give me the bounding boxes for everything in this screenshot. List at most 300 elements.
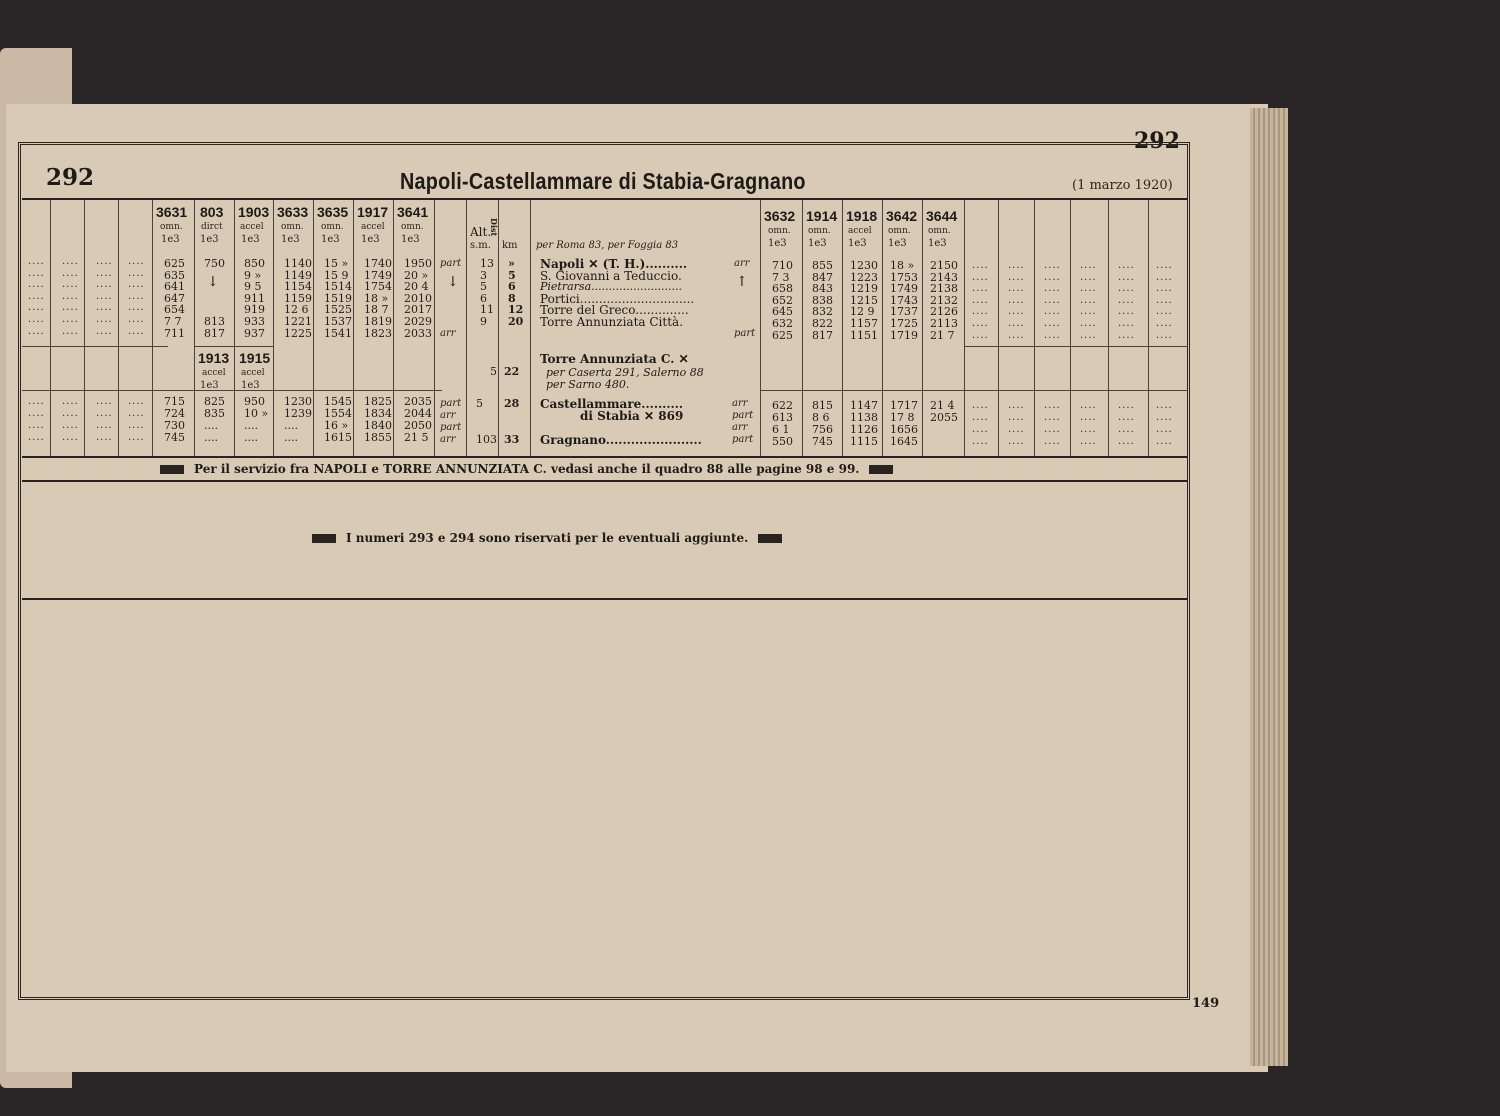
junction-connection: per Sarno 480. xyxy=(546,378,630,391)
train-class: 1e3 xyxy=(200,380,219,391)
train-number: 3632 xyxy=(764,208,796,224)
departure-time: 15 9 xyxy=(324,268,349,282)
departure-time: 17 8 xyxy=(890,411,915,424)
train-class: 1e3 xyxy=(200,234,219,245)
notice-rule xyxy=(22,480,1188,482)
empty-cell: .... xyxy=(128,408,145,419)
departure-time: 937 xyxy=(244,326,265,340)
train-number: 1918 xyxy=(846,208,878,224)
empty-cell: .... xyxy=(1080,329,1097,341)
table-top-rule xyxy=(22,198,1188,200)
departure-time: 750 xyxy=(204,257,225,270)
column-rule xyxy=(84,200,85,456)
direction-mark: part xyxy=(734,327,756,339)
departure-time: 613 xyxy=(772,411,793,424)
station-name: Pietrarsa.......................... xyxy=(540,280,683,294)
departure-time: 7 3 xyxy=(772,270,790,284)
empty-cell: .... xyxy=(62,420,79,431)
column-rule xyxy=(842,200,843,456)
departure-time: 1126 xyxy=(850,423,878,436)
train-number: 3644 xyxy=(926,208,958,224)
empty-cell: .... xyxy=(1008,412,1025,423)
departure-time: 1221 xyxy=(284,315,312,328)
departure-time: 1823 xyxy=(364,326,392,340)
train-class: 1e3 xyxy=(241,234,260,245)
departure-time: 1950 xyxy=(404,257,432,270)
train-number: 1914 xyxy=(806,208,838,224)
service-notice-text: Per il servizio fra NAPOLI e TORRE ANNUNZIATA C. vedasi anche il quadro 88 alle pagine 98 e 99. xyxy=(194,462,860,476)
departure-time: 2150 xyxy=(930,259,958,272)
train-category: omn. xyxy=(281,222,304,232)
left-block-rule xyxy=(22,390,442,391)
empty-cell: .... xyxy=(1044,260,1061,271)
empty-cell: .... xyxy=(1118,424,1135,435)
departure-time: 18 » xyxy=(364,291,389,305)
column-rule xyxy=(882,200,883,456)
departure-time: 10 » xyxy=(244,407,269,420)
empty-cell: .... xyxy=(1156,424,1173,435)
train-category: omn. xyxy=(928,226,951,236)
departure-time: 1545 xyxy=(324,395,352,408)
station-distance: 20 xyxy=(508,315,524,328)
column-rule xyxy=(1034,200,1035,456)
pointing-hand-icon xyxy=(869,465,893,474)
page-edges xyxy=(1250,108,1288,1066)
departure-time: 9 » xyxy=(244,268,262,282)
station-altitude: 13 xyxy=(480,257,494,270)
departure-time: 2033 xyxy=(404,326,432,340)
empty-cell: .... xyxy=(1080,294,1097,306)
departure-time: 1157 xyxy=(850,317,878,330)
departure-time: 2138 xyxy=(930,282,958,296)
station-name: Castellammare.......... xyxy=(540,397,684,411)
empty-cell: .... xyxy=(128,256,145,267)
station-name: Napoli ✕ (T. H.).......... xyxy=(540,257,688,271)
departure-time: 1239 xyxy=(284,407,312,420)
departure-time: 950 xyxy=(244,395,265,408)
departure-time: 817 xyxy=(204,326,225,340)
departure-time: 20 4 xyxy=(404,280,429,294)
empty-cell: .... xyxy=(96,256,113,267)
empty-cell: .... xyxy=(1080,283,1097,295)
empty-cell: .... xyxy=(1080,271,1097,283)
empty-cell: .... xyxy=(62,396,79,407)
right-block-rule xyxy=(760,390,1188,391)
distance-unit: km xyxy=(502,240,518,251)
pointing-hand-icon xyxy=(160,465,184,474)
service-notice xyxy=(160,462,903,476)
departure-time: 16 » xyxy=(324,419,349,432)
empty-cell: .... xyxy=(1044,400,1061,411)
departure-time: 641 xyxy=(164,280,185,294)
departure-time: 1743 xyxy=(890,293,918,307)
departure-time: .... xyxy=(284,431,298,444)
train-class: 1e3 xyxy=(768,238,787,249)
departure-time: 1223 xyxy=(850,270,878,284)
departure-time: 756 xyxy=(812,423,833,436)
column-rule xyxy=(194,200,195,456)
junction-connection: per Caserta 291, Salerno 88 xyxy=(546,366,704,379)
empty-cell: .... xyxy=(1008,306,1025,318)
empty-cell: .... xyxy=(1156,329,1173,341)
column-rule xyxy=(964,200,965,456)
empty-cell: .... xyxy=(62,279,79,291)
departure-time: .... xyxy=(244,431,258,444)
empty-cell: .... xyxy=(972,329,989,341)
departure-time: 21 4 xyxy=(930,399,955,412)
departure-time: 1855 xyxy=(364,431,392,444)
empty-cell: .... xyxy=(1044,436,1061,447)
departure-time: 1749 xyxy=(890,282,918,296)
page-number-right: 292 xyxy=(1134,128,1180,154)
departure-time: 1537 xyxy=(324,315,352,328)
departure-time: 825 xyxy=(204,395,225,408)
empty-cell: .... xyxy=(128,396,145,407)
empty-cell: .... xyxy=(1008,294,1025,306)
empty-cell: .... xyxy=(972,412,989,423)
empty-cell: .... xyxy=(96,408,113,419)
train-class: 1e3 xyxy=(401,234,420,245)
empty-cell: .... xyxy=(1156,283,1173,295)
column-rule xyxy=(998,200,999,456)
station-altitude: 5 xyxy=(476,397,483,410)
empty-cell: .... xyxy=(96,432,113,443)
departure-time: 1147 xyxy=(850,399,878,412)
column-rule xyxy=(498,200,499,456)
departure-time: 21 5 xyxy=(404,431,429,444)
empty-cell: .... xyxy=(1080,306,1097,318)
empty-cell: .... xyxy=(128,267,145,279)
departure-time: 817 xyxy=(812,328,833,342)
column-rule xyxy=(1070,200,1071,456)
timetable-title: Napoli-Castellammare di Stabia-Gragnano xyxy=(400,168,806,194)
departure-time: 632 xyxy=(772,317,793,330)
direction-mark: part xyxy=(440,422,462,433)
column-rule xyxy=(530,200,531,456)
departure-time: 2132 xyxy=(930,293,958,307)
departure-time: 855 xyxy=(812,259,833,272)
departure-time: 813 xyxy=(204,315,225,328)
empty-cell: .... xyxy=(62,290,79,302)
book-page-number: 149 xyxy=(1192,996,1220,1011)
departure-time: 832 xyxy=(812,305,833,319)
column-rule xyxy=(1148,200,1149,456)
departure-time: 21 7 xyxy=(930,328,955,342)
train-number: 3635 xyxy=(317,204,349,220)
departure-time: 635 xyxy=(164,268,185,282)
reserved-notice xyxy=(312,531,792,545)
empty-cell: .... xyxy=(1044,306,1061,318)
train-category: accel xyxy=(240,222,264,232)
empty-cell: .... xyxy=(28,267,45,279)
train-class: 1e3 xyxy=(161,234,180,245)
station-name: S. Giovanni a Teduccio. xyxy=(540,268,682,283)
departure-time: 1525 xyxy=(324,303,352,317)
empty-cell: .... xyxy=(62,267,79,279)
column-rule xyxy=(393,200,394,456)
train-category: omn. xyxy=(888,226,911,236)
station-altitude: 11 xyxy=(480,303,494,317)
departure-time: 2113 xyxy=(930,317,958,330)
departure-time: 1825 xyxy=(364,395,392,408)
junction-distance: 22 xyxy=(504,365,520,378)
train-class: 1e3 xyxy=(848,238,867,249)
column-rule xyxy=(802,200,803,456)
junction-station: Torre Annunziata C. ✕ xyxy=(540,352,689,366)
train-number: 3641 xyxy=(397,204,429,220)
empty-cell: .... xyxy=(128,302,145,314)
departure-time: 658 xyxy=(772,282,793,296)
empty-cell: .... xyxy=(128,420,145,431)
departure-time: 647 xyxy=(164,291,185,305)
departure-time: 12 6 xyxy=(284,303,309,317)
departure-time: 12 9 xyxy=(850,305,875,319)
empty-cell: .... xyxy=(28,325,45,337)
empty-cell: .... xyxy=(972,306,989,318)
empty-cell: .... xyxy=(1080,436,1097,447)
empty-cell: .... xyxy=(1008,260,1025,271)
departure-time: 1819 xyxy=(364,315,392,328)
empty-cell: .... xyxy=(972,436,989,447)
left-empty-block-rule xyxy=(22,346,168,347)
altitude-unit: s.m. xyxy=(470,240,491,251)
departure-time: .... xyxy=(284,419,298,432)
empty-cell: .... xyxy=(96,290,113,302)
empty-cell: .... xyxy=(28,279,45,291)
train-number: 1903 xyxy=(238,204,270,220)
empty-cell: .... xyxy=(1118,412,1135,423)
departure-time: 1149 xyxy=(284,268,312,282)
direction-mark: arr xyxy=(440,434,456,445)
departure-time: 2035 xyxy=(404,395,432,408)
departure-time: 2050 xyxy=(404,419,432,432)
empty-cell: .... xyxy=(972,283,989,295)
departure-time: 835 xyxy=(204,407,225,420)
departure-time: 20 » xyxy=(404,268,429,282)
empty-cell: .... xyxy=(1118,436,1135,447)
empty-cell: .... xyxy=(28,432,45,443)
departure-time: 7 7 xyxy=(164,315,182,328)
departure-time: 18 7 xyxy=(364,303,389,317)
empty-cell: .... xyxy=(1008,271,1025,283)
departure-time: 1725 xyxy=(890,317,918,330)
empty-cell: .... xyxy=(28,396,45,407)
departure-time: 2029 xyxy=(404,315,432,328)
pointing-hand-icon xyxy=(312,534,336,543)
column-rule xyxy=(466,200,467,456)
departure-time: 622 xyxy=(772,399,793,412)
empty-cell: .... xyxy=(96,420,113,431)
column-rule xyxy=(434,200,435,456)
empty-cell: .... xyxy=(1118,318,1135,329)
date-note: (1 marzo 1920) xyxy=(1072,178,1173,193)
direction-mark: arr xyxy=(440,327,456,339)
station-distance: 28 xyxy=(504,397,520,410)
empty-cell: .... xyxy=(1118,400,1135,411)
departure-time: 1514 xyxy=(324,280,352,294)
empty-cell: .... xyxy=(62,432,79,443)
empty-cell: .... xyxy=(1080,260,1097,271)
train-number: 3642 xyxy=(886,208,918,224)
direction-mark: part xyxy=(440,398,462,409)
empty-cell: .... xyxy=(62,314,79,325)
station-altitude: 103 xyxy=(476,433,497,446)
departure-time: 919 xyxy=(244,303,265,317)
train-class: 1e3 xyxy=(281,234,300,245)
empty-cell: .... xyxy=(1008,424,1025,435)
train-category: omn. xyxy=(808,226,831,236)
empty-cell: .... xyxy=(1044,424,1061,435)
station-distance: 8 xyxy=(508,291,516,305)
departure-time: 911 xyxy=(244,291,265,305)
station-name: Torre Annunziata Città. xyxy=(540,315,684,329)
empty-cell: .... xyxy=(1156,260,1173,271)
departure-time: 1753 xyxy=(890,270,918,284)
train-category: omn. xyxy=(321,222,344,232)
departure-time: 2126 xyxy=(930,305,958,319)
departure-time: 8 6 xyxy=(812,411,830,424)
departure-time: 1541 xyxy=(324,326,352,340)
train-number: 1913 xyxy=(198,350,230,366)
train-category: accel xyxy=(361,222,385,232)
empty-cell: .... xyxy=(1044,294,1061,306)
column-rule xyxy=(1108,200,1109,456)
table-bottom-rule xyxy=(22,456,1188,458)
departure-time: 652 xyxy=(772,293,793,307)
departure-time: 654 xyxy=(164,303,185,317)
column-rule xyxy=(353,200,354,456)
departure-time: 1230 xyxy=(850,259,878,272)
station-name: Portici.............................. xyxy=(540,291,695,306)
departure-time: 1615 xyxy=(324,431,352,444)
station-name: di Stabia ✕ 869 xyxy=(580,409,684,423)
departure-time: 1717 xyxy=(890,399,918,412)
train-category: omn. xyxy=(401,222,424,232)
station-altitude: 9 xyxy=(480,315,487,328)
empty-cell: .... xyxy=(28,420,45,431)
station-altitude: 3 xyxy=(480,268,487,282)
empty-cell: .... xyxy=(972,400,989,411)
departure-time: 1159 xyxy=(284,291,312,305)
empty-cell: .... xyxy=(1044,271,1061,283)
departure-time: 9 5 xyxy=(244,280,262,294)
departure-time: 843 xyxy=(812,282,833,296)
empty-cell: .... xyxy=(96,396,113,407)
departure-time: 730 xyxy=(164,419,185,432)
empty-cell: .... xyxy=(1118,329,1135,341)
station-name: Torre del Greco.............. xyxy=(540,303,689,318)
departure-time: 1737 xyxy=(890,305,918,319)
departure-time: 1215 xyxy=(850,293,878,307)
empty-cell: .... xyxy=(62,302,79,314)
empty-cell: .... xyxy=(1156,318,1173,329)
empty-cell: .... xyxy=(28,290,45,302)
page-number-left: 292 xyxy=(46,164,95,191)
train-category: omn. xyxy=(768,226,791,236)
empty-cell: .... xyxy=(62,256,79,267)
empty-cell: .... xyxy=(972,260,989,271)
departure-time: 2055 xyxy=(930,411,958,424)
train-number: 1917 xyxy=(357,204,389,220)
departure-time: 1754 xyxy=(364,280,392,294)
empty-cell: .... xyxy=(1080,412,1097,423)
departure-time: .... xyxy=(244,419,258,432)
column-rule xyxy=(234,200,235,456)
empty-cell: .... xyxy=(96,325,113,337)
departure-time: 15 » xyxy=(324,257,349,270)
departure-time: 822 xyxy=(812,317,833,330)
empty-cell: .... xyxy=(1118,283,1135,295)
empty-cell: .... xyxy=(1156,400,1173,411)
empty-cell: .... xyxy=(1118,260,1135,271)
empty-cell: .... xyxy=(1008,400,1025,411)
departure-time: 724 xyxy=(164,407,185,420)
train-class: 1e3 xyxy=(888,238,907,249)
direction-mark: arr xyxy=(732,398,748,409)
train-class: 1e3 xyxy=(321,234,340,245)
empty-cell: .... xyxy=(28,256,45,267)
empty-cell: .... xyxy=(1156,294,1173,306)
departure-time: 711 xyxy=(164,326,185,340)
train-category: accel xyxy=(202,368,226,378)
departure-time: .... xyxy=(204,419,218,432)
empty-cell: .... xyxy=(1008,329,1025,341)
empty-cell: .... xyxy=(1156,436,1173,447)
direction-mark: part xyxy=(732,434,754,445)
departure-time: 710 xyxy=(772,259,793,272)
empty-cell: .... xyxy=(96,314,113,325)
train-category: accel xyxy=(848,226,872,236)
train-class: 1e3 xyxy=(928,238,947,249)
departure-time: 2143 xyxy=(930,270,958,284)
departure-time: 625 xyxy=(772,328,793,342)
train-category: accel xyxy=(241,368,265,378)
through-arrow-icon: ↓ xyxy=(207,274,219,290)
departure-time: 815 xyxy=(812,399,833,412)
departure-time: 1554 xyxy=(324,407,352,420)
departure-time: 1140 xyxy=(284,257,312,270)
empty-cell: .... xyxy=(1156,412,1173,423)
station-distance: 5 xyxy=(508,268,516,282)
connections-note: per Roma 83, per Foggia 83 xyxy=(536,240,679,251)
column-rule xyxy=(152,200,153,456)
empty-cell: .... xyxy=(1118,294,1135,306)
empty-cell: .... xyxy=(972,271,989,283)
station-name: Gragnano....................... xyxy=(540,433,702,447)
empty-cell: .... xyxy=(1118,271,1135,283)
departure-time: 847 xyxy=(812,270,833,284)
train-category: omn. xyxy=(160,222,183,232)
empty-cell: .... xyxy=(28,302,45,314)
reserved-rule xyxy=(22,598,1188,600)
empty-cell: .... xyxy=(128,290,145,302)
departure-time: 1645 xyxy=(890,435,918,448)
column-rule xyxy=(273,200,274,456)
departure-time: 838 xyxy=(812,293,833,307)
departure-time: 1151 xyxy=(850,328,878,342)
departure-time: 715 xyxy=(164,395,185,408)
empty-cell: .... xyxy=(28,408,45,419)
empty-cell: .... xyxy=(128,314,145,325)
direction-mark: part xyxy=(732,410,754,421)
departure-time: 550 xyxy=(772,435,793,448)
departure-time: 2010 xyxy=(404,291,432,305)
train-number: 3633 xyxy=(277,204,309,220)
empty-cell: .... xyxy=(1008,436,1025,447)
direction-mark: part xyxy=(440,258,462,269)
reserved-notice-text: I numeri 293 e 294 sono riservati per le eventuali aggiunte. xyxy=(346,531,749,545)
train-class: 1e3 xyxy=(808,238,827,249)
